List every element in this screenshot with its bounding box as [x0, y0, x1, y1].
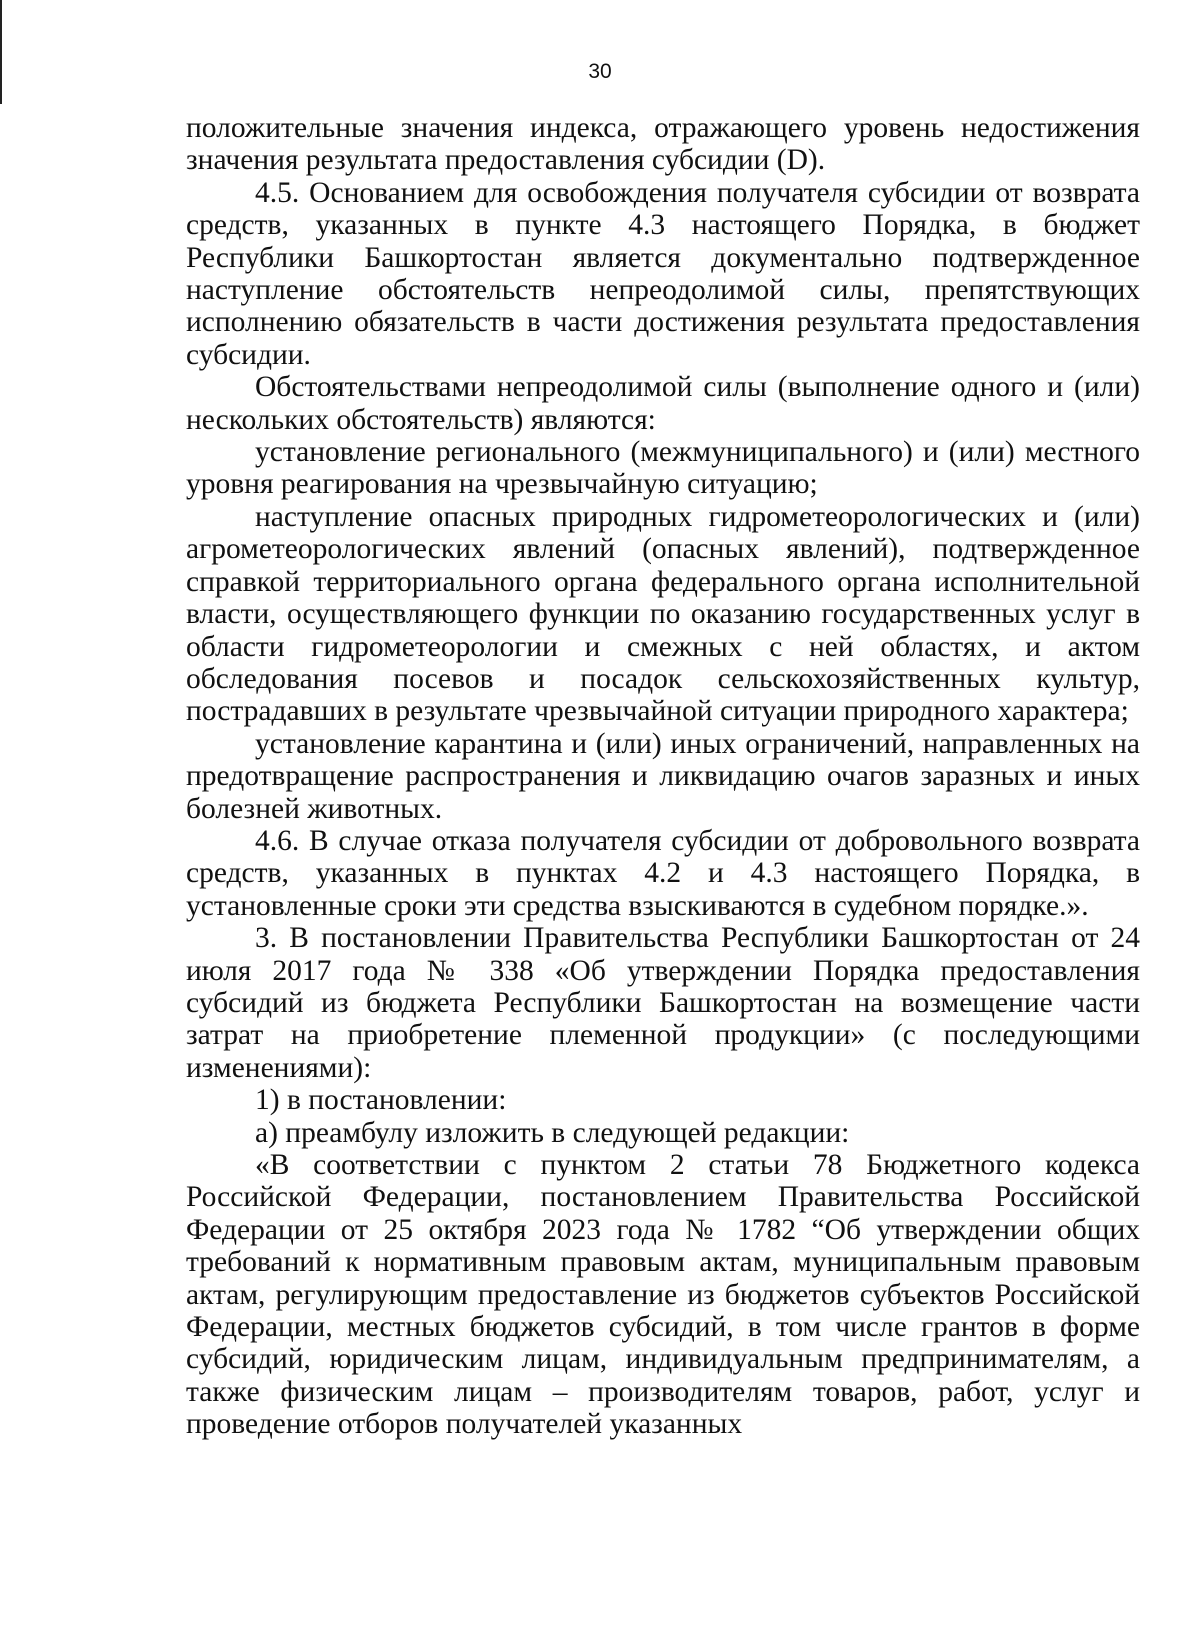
scan-edge-mark: [0, 0, 2, 104]
paragraph: 1) в постановлении:: [255, 1084, 507, 1117]
page-number: 30: [588, 60, 612, 83]
document-body: [186, 112, 1140, 1441]
paragraph: установление регионального (межмуниципального) и (или) местного уровня реагирования на чрезвычайную ситуацию;: [186, 436, 1140, 501]
paragraph: 4.5. Основанием для освобождения получателя субсидии от возврата средств, указанных в пункте 4.3 настоящего Порядка, в бюджет Республики Башкортостан является документально подтвержденное наступление обстоятельств непреодолимой силы, препятствующих исполнению обязательств в части достижения результата предоставления субсидии.: [186, 176, 1140, 371]
paragraph: положительные значения индекса, отражающего уровень недостижения значения результата предоставления субсидии (D).: [186, 112, 1140, 177]
paragraph: наступление опасных природных гидрометеорологических и (или) агрометеорологических явлений (опасных явлений), подтвержденное справкой территориального органа федерального органа исполнительной власти, осуществляющего функции по оказанию государственных услуг в области гидрометеорологии и смежных с ней областях, и актом обследования посевов и посадок сельскохозяйственных культур, пострадавших в результате чрезвычайной ситуации природного характера;: [186, 500, 1140, 728]
paragraph: установление карантина и (или) иных ограничений, направленных на предотвращение распространения и ликвидацию очагов заразных и иных болезней животных.: [186, 727, 1140, 825]
paragraph: Обстоятельствами непреодолимой силы (выполнение одного и (или) нескольких обстоятельств) являются:: [186, 371, 1140, 436]
paragraph: «В соответствии с пунктом 2 статьи 78 Бюджетного кодекса Российской Федерации, постановлением Правительства Российской Федерации от 25 октября 2023 года № 1782 “Об утверждении общих требований к нормативным правовым актам, муниципальным правовым актам, регулирующим предоставление из бюджетов субъектов Российской Федерации, местных бюджетов субсидий, в том числе грантов в форме субсидий, юридическим лицам, индивидуальным предпринимателям, а также физическим лицам – производителям товаров, работ, услуг и проведение отборов получателей указанных: [186, 1149, 1140, 1441]
paragraph: 3. В постановлении Правительства Республики Башкортостан от 24 июля 2017 года № 338 «Об утверждении Порядка предоставления субсидий из бюджета Республики Башкортостан на возмещение части затрат на приобретение племенной продукции» (с последующими изменениями):: [186, 922, 1140, 1084]
paragraph: 4.6. В случае отказа получателя субсидии от добровольного возврата средств, указанных в пунктах 4.2 и 4.3 настоящего Порядка, в установленные сроки эти средства взыскиваются в судебном порядке.».: [186, 824, 1140, 922]
paragraph: а) преамбулу изложить в следующей редакции:: [255, 1116, 850, 1149]
